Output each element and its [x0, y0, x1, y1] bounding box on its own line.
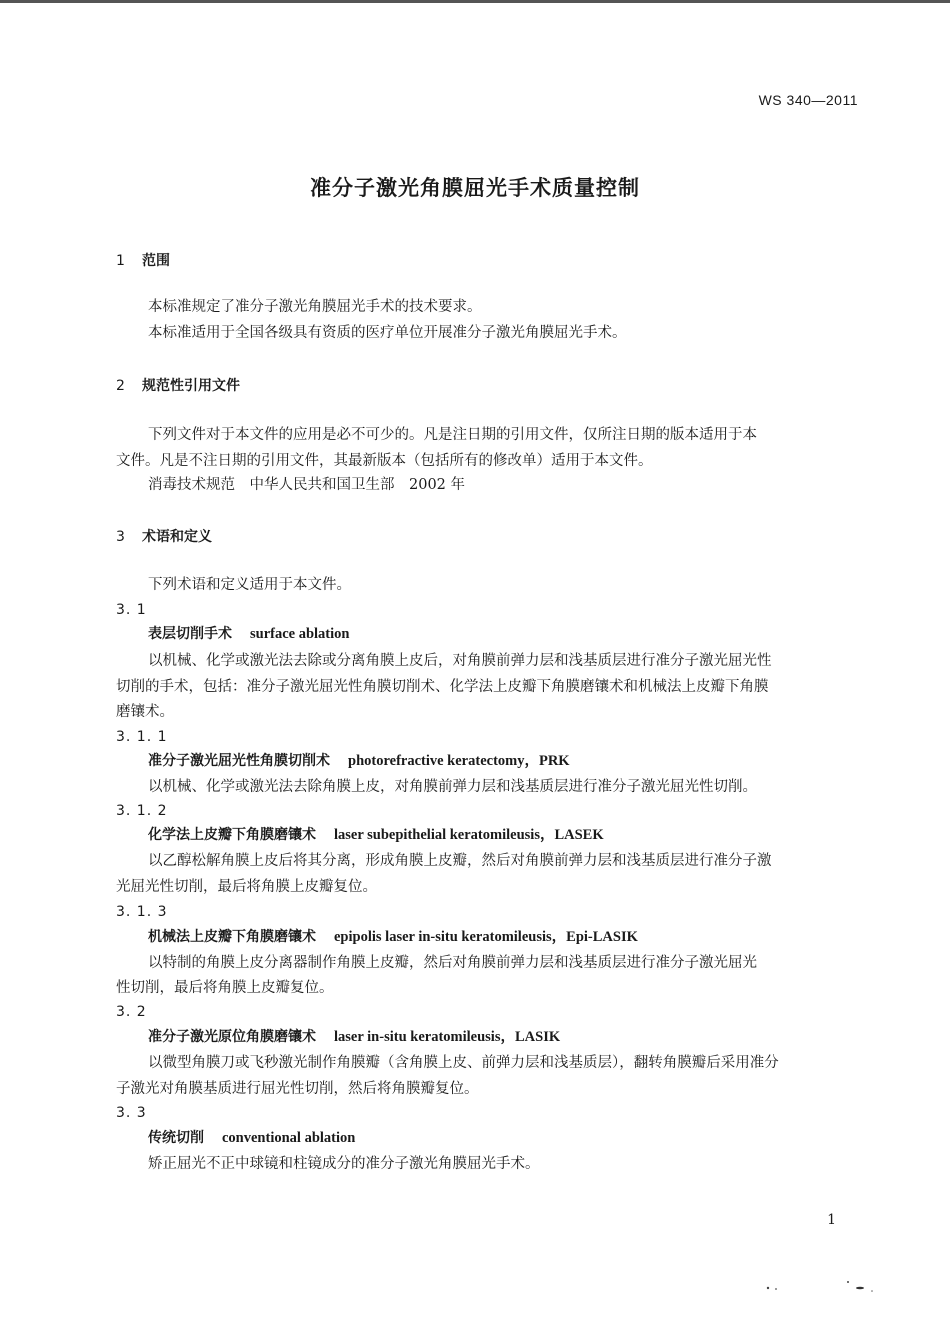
definition-line: 以微型角膜刀或飞秒激光制作角膜瓣（含角膜上皮、前弹力层和浅基质层），翻转角膜瓣后采用准分 — [148, 1055, 779, 1071]
top-rule — [0, 0, 950, 3]
term-entry — [148, 754, 570, 769]
scan-specks — [760, 1268, 880, 1298]
paragraph: 本标准适用于全国各级具有资质的医疗单位开展准分子激光角膜屈光手术。 — [148, 325, 627, 341]
definition-line: 矫正屈光不正中球镜和柱镜成分的准分子激光角膜屈光手术。 — [148, 1156, 540, 1172]
term-chinese: 化学法上皮瓣下角膜磨镶术 — [148, 827, 316, 843]
definition-line: 光屈光性切削，最后将角膜上皮瓣复位。 — [116, 879, 377, 895]
section-title: 规范性引用文件 — [142, 378, 240, 394]
definition-line: 以乙醇松解角膜上皮后将其分离，形成角膜上皮瓣，然后对角膜前弹力层和浅基质层进行准分子激 — [148, 853, 772, 869]
definition-line: 以特制的角膜上皮分离器制作角膜上皮瓣，然后对角膜前弹力层和浅基质层进行准分子激光屈光 — [148, 955, 757, 971]
definition-line: 以机械、化学或激光法去除或分离角膜上皮后，对角膜前弹力层和浅基质层进行准分子激光屈光性 — [148, 653, 772, 669]
section-3-heading — [116, 526, 212, 546]
clause-number: 3. 3 — [116, 1105, 147, 1121]
term-entry — [148, 1131, 355, 1146]
section-2-heading — [116, 375, 240, 395]
section-1-heading — [116, 250, 170, 270]
term-chinese: 传统切削 — [148, 1130, 204, 1146]
paragraph: 本标准规定了准分子激光角膜屈光手术的技术要求。 — [148, 299, 482, 315]
term-english: conventional ablation — [222, 1130, 356, 1146]
definition-line: 性切削，最后将角膜上皮瓣复位。 — [116, 980, 334, 996]
term-chinese: 表层切削手术 — [148, 626, 232, 642]
clause-number: 3. 1. 1 — [116, 729, 168, 745]
definition-line: 磨镶术。 — [116, 704, 174, 720]
section-number: 2 — [116, 378, 125, 394]
clause-number: 3. 1. 2 — [116, 803, 168, 819]
term-english: laser subepithelial keratomileusis，LASEK — [334, 827, 604, 843]
term-english: epipolis laser in-situ keratomileusis，Epi-LASIK — [334, 929, 638, 945]
paragraph-line: 下列文件对于本文件的应用是必不可少的。凡是注日期的引用文件，仅所注日期的版本适用于本 — [148, 427, 757, 443]
normative-reference: 消毒技术规范 中华人民共和国卫生部 2002 年 — [148, 477, 466, 493]
section-title: 范围 — [142, 253, 170, 269]
section-number: 1 — [116, 253, 125, 269]
term-chinese: 机械法上皮瓣下角膜磨镶术 — [148, 929, 316, 945]
term-entry — [148, 828, 604, 843]
term-entry — [148, 930, 638, 945]
term-entry — [148, 627, 349, 642]
page-number: 1 — [827, 1212, 836, 1228]
paragraph-line: 文件。凡是不注日期的引用文件，其最新版本（包括所有的修改单）适用于本文件。 — [116, 453, 653, 469]
definition-line: 以机械、化学或激光法去除角膜上皮，对角膜前弹力层和浅基质层进行准分子激光屈光性切削。 — [148, 779, 757, 795]
document-title: 准分子激光角膜屈光手术质量控制 — [310, 176, 640, 200]
section-number: 3 — [116, 529, 125, 545]
term-chinese: 准分子激光原位角膜磨镶术 — [148, 1029, 316, 1045]
term-chinese: 准分子激光屈光性角膜切削术 — [148, 753, 330, 769]
term-entry — [148, 1030, 560, 1045]
definition-line: 切削的手术，包括：准分子激光屈光性角膜切削术、化学法上皮瓣下角膜磨镶术和机械法上皮瓣下角膜 — [116, 679, 769, 695]
term-english: photorefractive keratectomy，PRK — [348, 753, 570, 769]
definition-line: 子激光对角膜基质进行屈光性切削，然后将角膜瓣复位。 — [116, 1081, 479, 1097]
term-english: surface ablation — [250, 626, 350, 642]
clause-number: 3. 2 — [116, 1004, 147, 1020]
term-english: laser in-situ keratomileusis，LASIK — [334, 1029, 561, 1045]
standard-code: WS 340—2011 — [758, 92, 858, 108]
section-title: 术语和定义 — [142, 529, 212, 545]
paragraph: 下列术语和定义适用于本文件。 — [148, 577, 351, 593]
clause-number: 3. 1. 3 — [116, 904, 168, 920]
clause-number: 3. 1 — [116, 602, 147, 618]
